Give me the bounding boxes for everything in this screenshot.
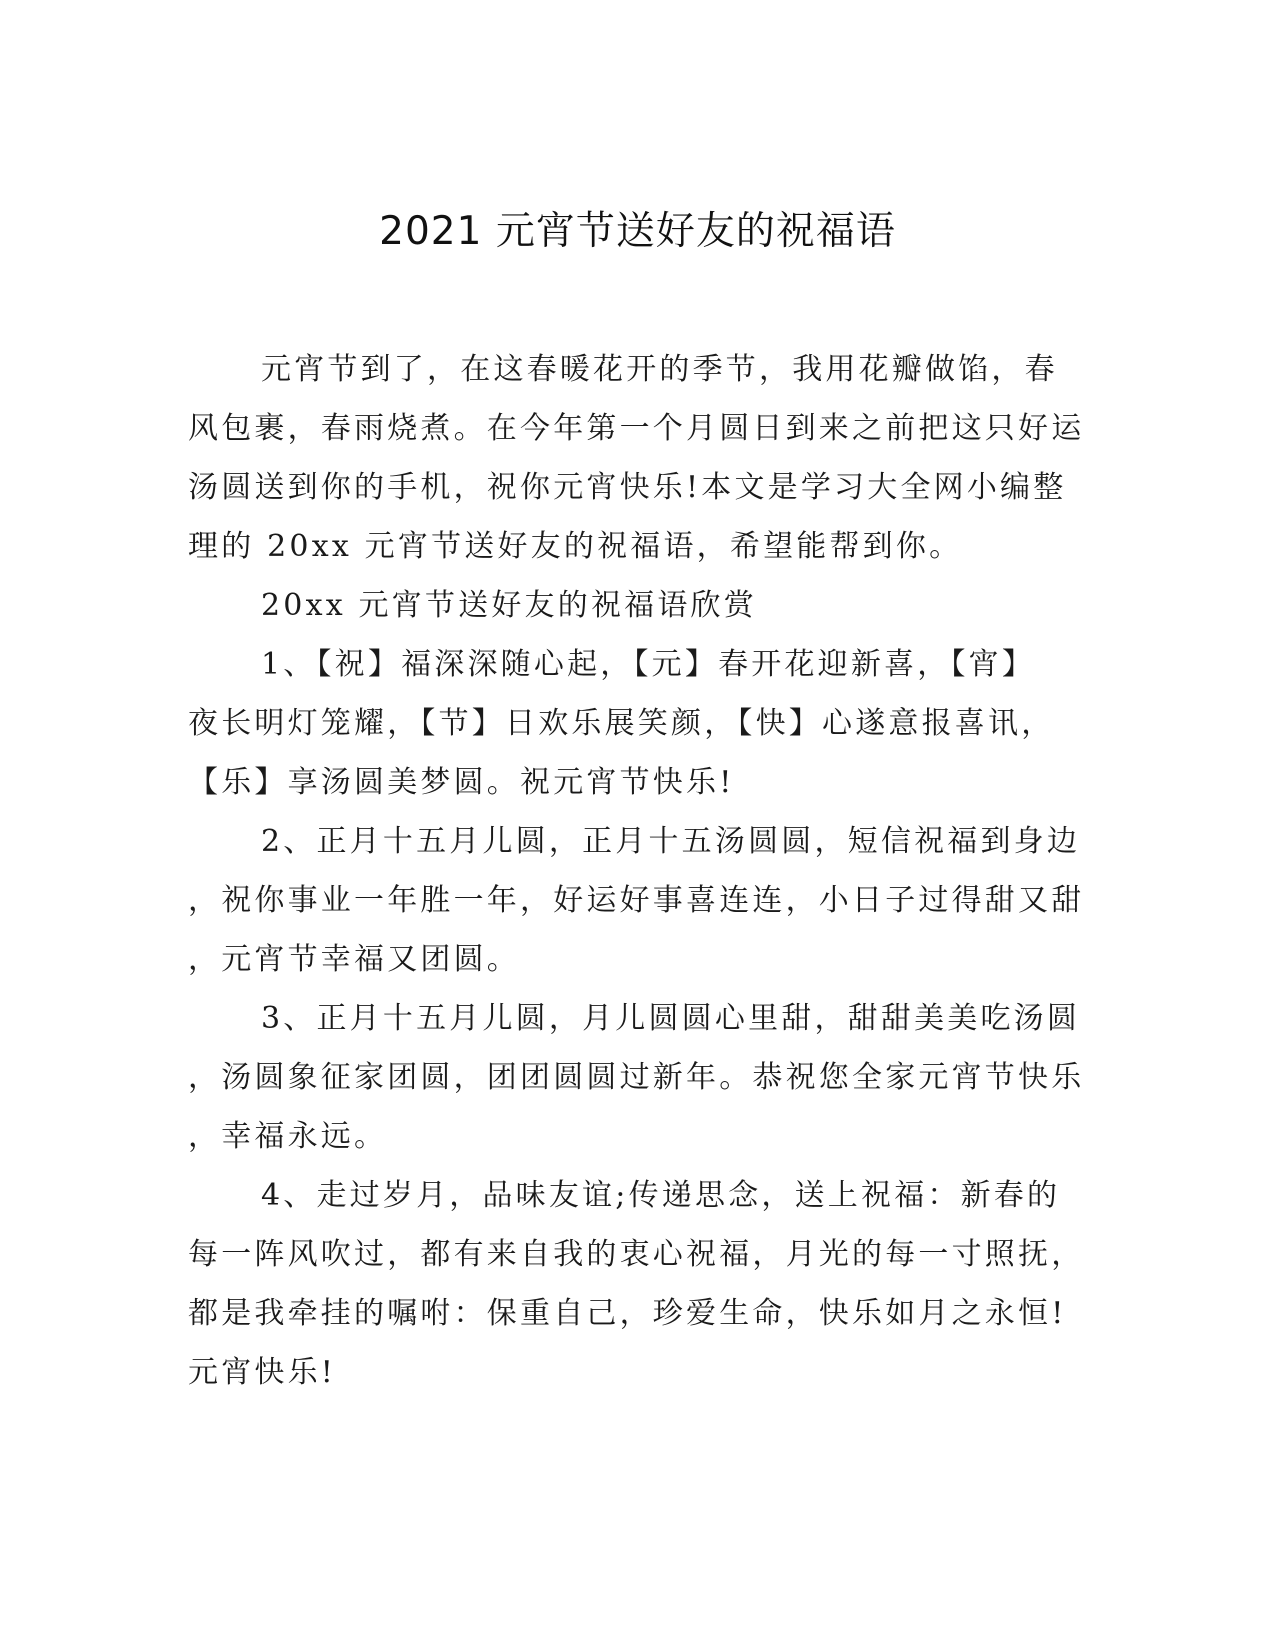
paragraph-line: ，汤圆象征家团圆，团团圆圆过新年。恭祝您全家元宵节快乐	[188, 1060, 1085, 1095]
paragraph-intro	[188, 340, 1088, 576]
document-body	[188, 340, 1088, 1402]
paragraph-line: 【乐】享汤圆美梦圆。祝元宵节快乐!	[188, 765, 735, 800]
document-title: 2021 元宵节送好友的祝福语	[379, 209, 896, 254]
paragraph-line: 1、【祝】福深深随心起，【元】春开花迎新喜，【宵】	[261, 647, 1036, 682]
paragraph-line: 元宵节到了，在这春暖花开的季节，我用花瓣做馅，春	[261, 352, 1058, 387]
paragraph-line: 4、走过岁月，品味友谊;传递思念，送上祝福：新春的	[261, 1178, 1061, 1213]
paragraph-line: ，祝你事业一年胜一年，好运好事喜连连，小日子过得甜又甜	[188, 883, 1085, 918]
paragraph-line: 汤圆送到你的手机，祝你元宵快乐!本文是学习大全网小编整	[188, 470, 1067, 505]
section-heading-text: 20xx 元宵节送好友的祝福语欣赏	[261, 588, 757, 623]
blessing-item-1	[188, 635, 1088, 812]
paragraph-line: 2、正月十五月儿圆，正月十五汤圆圆，短信祝福到身边	[261, 824, 1081, 859]
paragraph-line: 都是我牵挂的嘱咐：保重自己，珍爱生命，快乐如月之永恒!	[188, 1296, 1067, 1331]
blessing-item-3	[188, 989, 1088, 1166]
paragraph-line: 夜长明灯笼耀，【节】日欢乐展笑颜，【快】心遂意报喜讯，	[188, 706, 1055, 741]
section-heading	[188, 576, 1088, 635]
paragraph-line: 3、正月十五月儿圆，月儿圆圆心里甜，甜甜美美吃汤圆	[261, 1001, 1081, 1036]
blessing-item-4	[188, 1166, 1088, 1402]
paragraph-line: ，幸福永远。	[188, 1119, 388, 1154]
paragraph-line: 风包裹，春雨烧煮。在今年第一个月圆日到来之前把这只好运	[188, 411, 1085, 446]
paragraph-line: 每一阵风吹过，都有来自我的衷心祝福，月光的每一寸照抚，	[188, 1237, 1085, 1272]
blessing-item-2	[188, 812, 1088, 989]
paragraph-line: 元宵快乐!	[188, 1355, 337, 1390]
paragraph-line: 理的 20xx 元宵节送好友的祝福语，希望能帮到你。	[188, 529, 963, 564]
paragraph-line: ，元宵节幸福又团圆。	[188, 942, 520, 977]
